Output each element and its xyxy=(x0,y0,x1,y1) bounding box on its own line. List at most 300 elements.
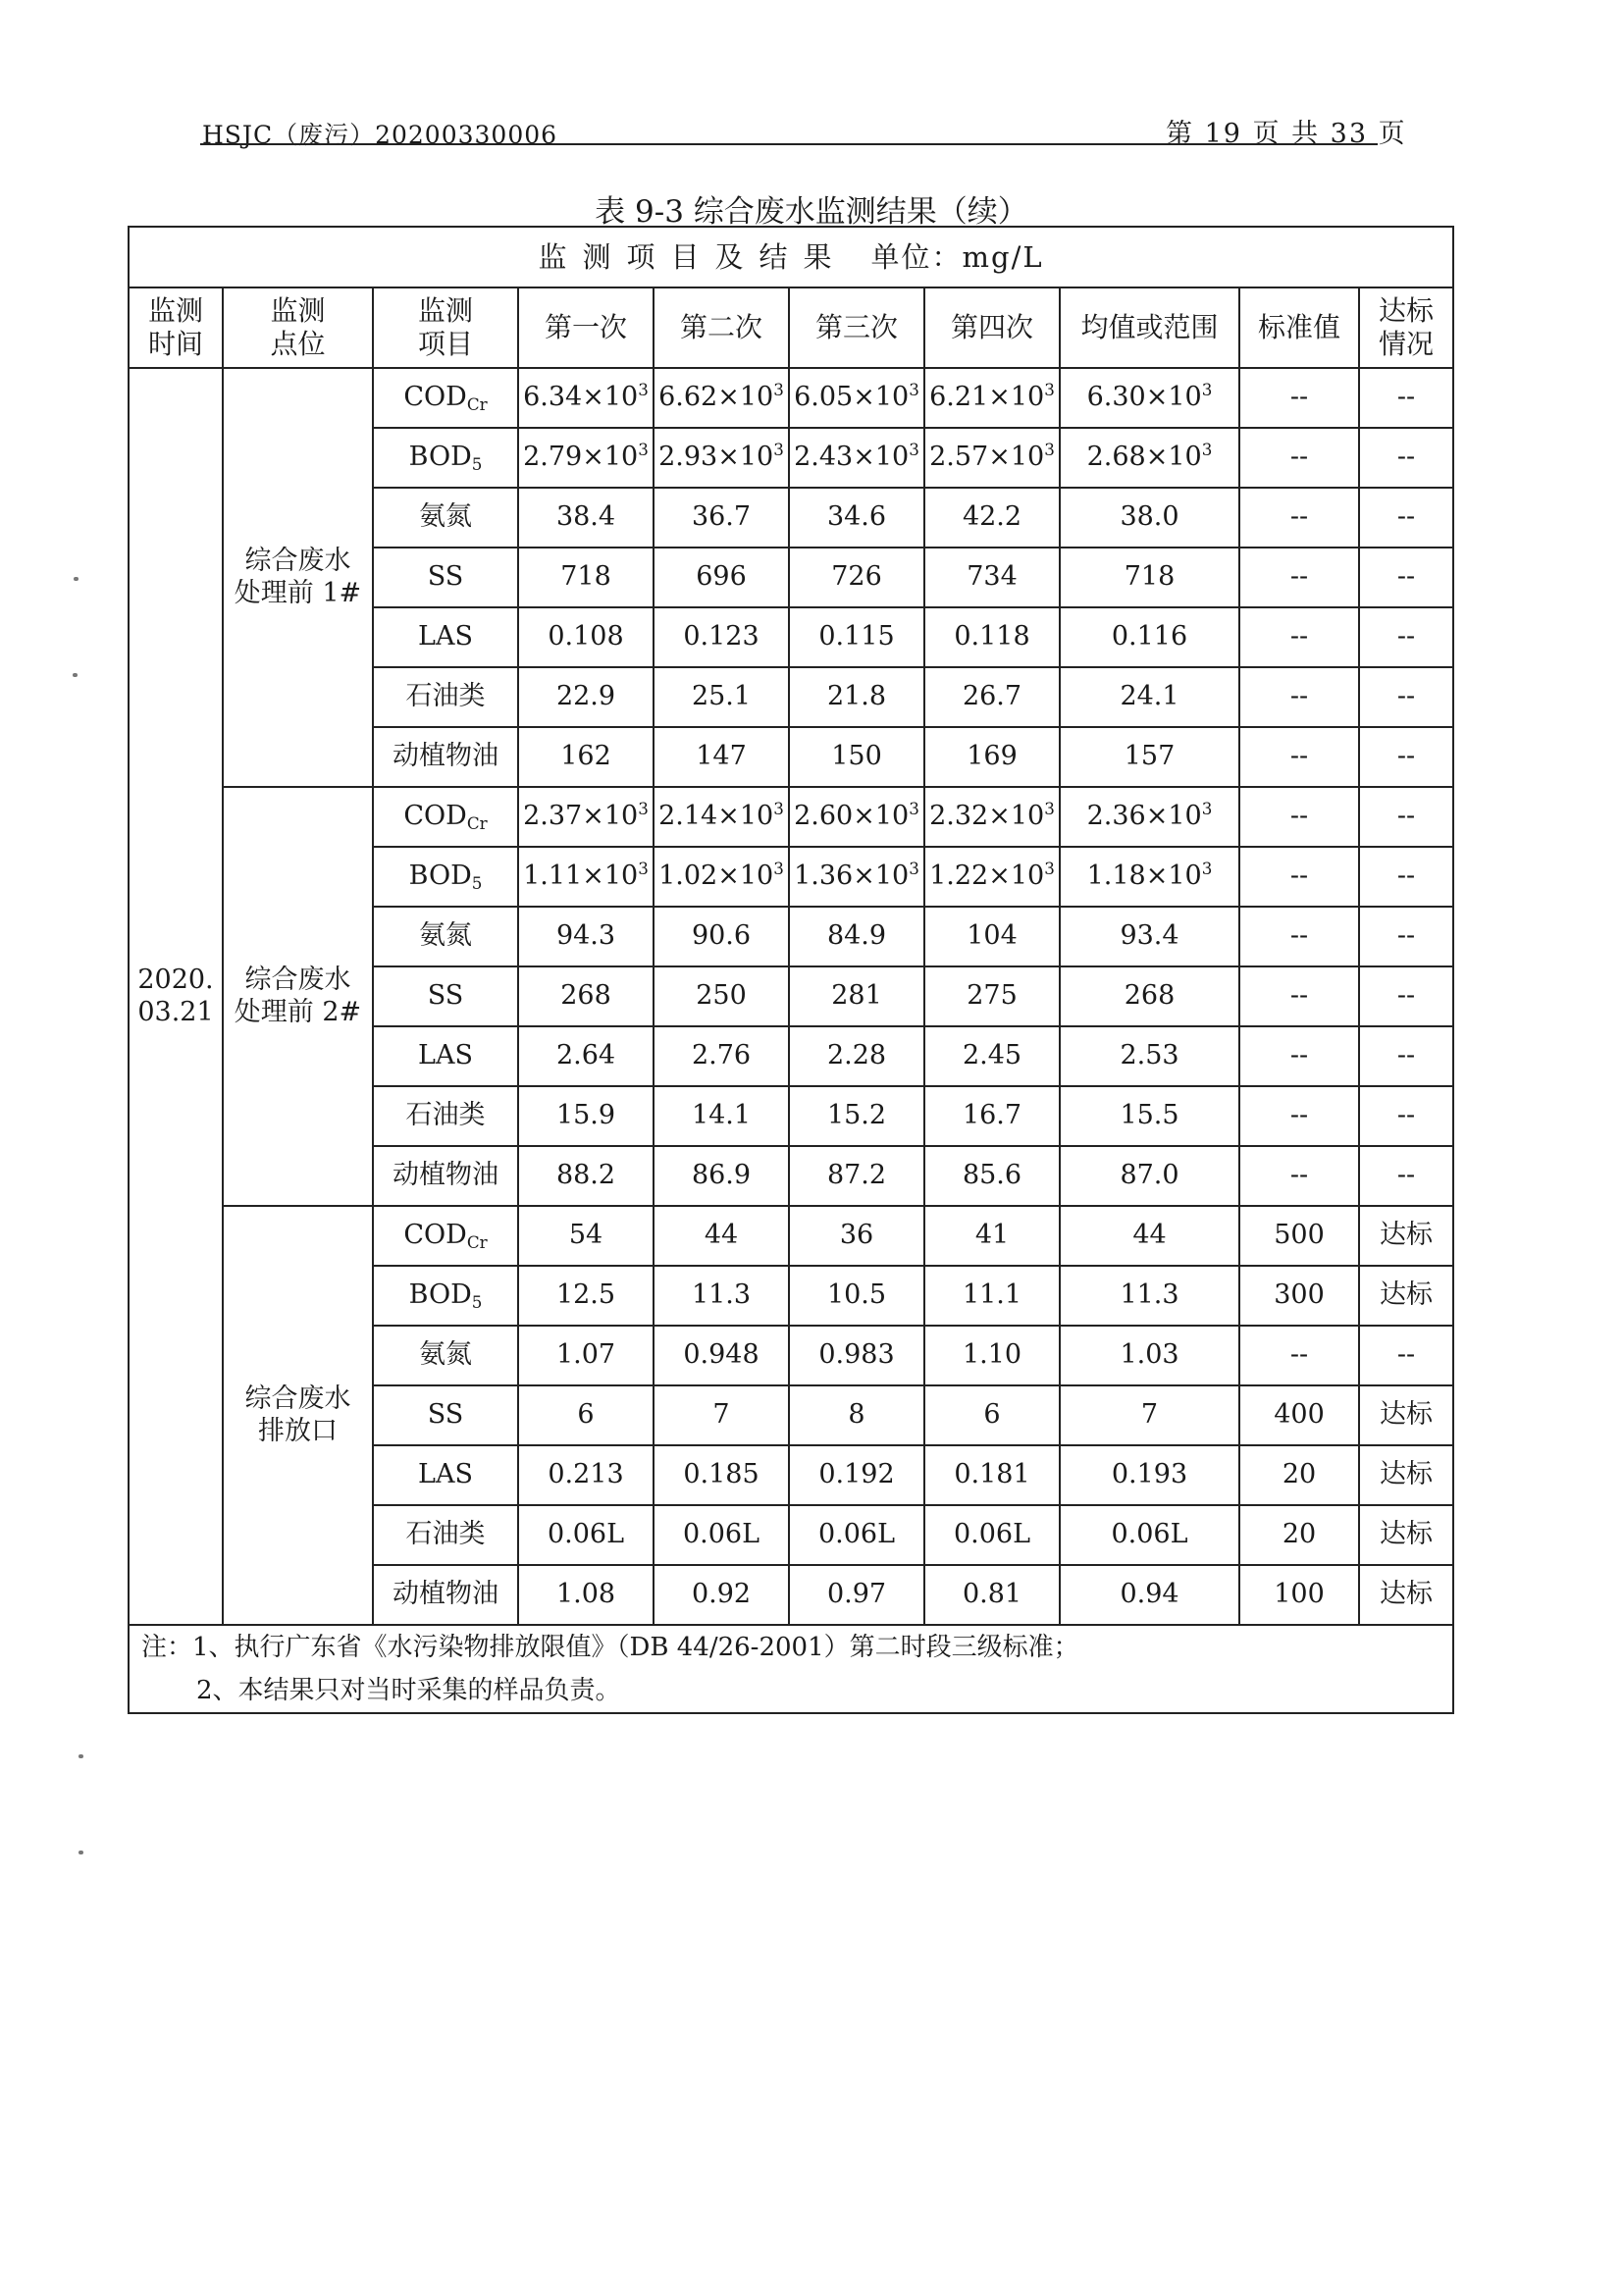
avg-cell xyxy=(1060,488,1239,548)
value-text: 150 xyxy=(831,741,882,772)
value-text: 2.28 xyxy=(826,1040,887,1071)
value-cell-r4 xyxy=(924,1326,1060,1385)
standard-cell: -- xyxy=(1239,847,1359,907)
value-exponent: 3 xyxy=(909,440,919,460)
value-exponent: 3 xyxy=(773,859,784,879)
value-cell-r4 xyxy=(924,1505,1060,1565)
standard-cell: 20 xyxy=(1239,1445,1359,1505)
value-text: 0.118 xyxy=(954,621,1030,652)
value-cell-r2 xyxy=(654,1565,789,1625)
value-text: 2.76 xyxy=(691,1040,752,1071)
standard-cell: -- xyxy=(1239,727,1359,787)
item-name: SS xyxy=(427,1399,464,1431)
value-cell-r4 xyxy=(924,787,1060,847)
value-text: 2.57×10 xyxy=(929,442,1045,473)
value-exponent: 3 xyxy=(638,799,649,819)
item-cell xyxy=(373,488,518,548)
value-cell-r1 xyxy=(518,368,654,428)
status-cell: -- xyxy=(1359,368,1453,428)
item-name: COD xyxy=(403,382,467,413)
value-text: 1.07 xyxy=(555,1339,616,1371)
value-cell-r3 xyxy=(789,1565,924,1625)
value-cell-r2 xyxy=(654,1206,789,1266)
value-cell-r3 xyxy=(789,1146,924,1206)
standard-cell: -- xyxy=(1239,1086,1359,1146)
value-text: 26.7 xyxy=(962,681,1022,712)
value-cell-r1 xyxy=(518,787,654,847)
value-text: 0.108 xyxy=(548,621,624,652)
avg-cell xyxy=(1060,1565,1239,1625)
value-cell-r3 xyxy=(789,907,924,966)
value-text: 268 xyxy=(1124,980,1176,1012)
avg-cell xyxy=(1060,787,1239,847)
value-text: 0.983 xyxy=(818,1339,895,1371)
value-text: 2.93×10 xyxy=(658,442,774,473)
avg-cell xyxy=(1060,1146,1239,1206)
value-text: 6 xyxy=(983,1399,1001,1431)
avg-cell xyxy=(1060,727,1239,787)
value-cell-r3 xyxy=(789,548,924,607)
value-text: 2.60×10 xyxy=(794,801,910,832)
col-header-r4: 第四次 xyxy=(924,287,1060,368)
value-exponent: 3 xyxy=(1201,799,1213,819)
value-text: 0.193 xyxy=(1111,1459,1188,1490)
avg-cell xyxy=(1060,966,1239,1026)
value-cell-r2 xyxy=(654,1146,789,1206)
status-cell: -- xyxy=(1359,966,1453,1026)
standard-cell: 500 xyxy=(1239,1206,1359,1266)
standard-cell: -- xyxy=(1239,1146,1359,1206)
value-exponent: 3 xyxy=(773,380,784,400)
unit-label: 单位：mg/L xyxy=(870,239,1044,274)
value-cell-r4 xyxy=(924,907,1060,966)
value-text: 1.10 xyxy=(962,1339,1022,1371)
value-cell-r3 xyxy=(789,428,924,488)
value-cell-r3 xyxy=(789,488,924,548)
item-cell xyxy=(373,1326,518,1385)
value-text: 93.4 xyxy=(1120,920,1179,952)
status-cell: -- xyxy=(1359,847,1453,907)
value-cell-r3 xyxy=(789,1086,924,1146)
status-cell: -- xyxy=(1359,907,1453,966)
item-cell xyxy=(373,607,518,667)
value-exponent: 3 xyxy=(1044,440,1055,460)
value-cell-r3 xyxy=(789,1026,924,1086)
value-text: 2.53 xyxy=(1120,1040,1179,1071)
value-text: 2.79×10 xyxy=(523,442,639,473)
value-text: 718 xyxy=(560,561,611,593)
value-cell-r3 xyxy=(789,966,924,1026)
item-cell xyxy=(373,1385,518,1445)
value-text: 21.8 xyxy=(826,681,887,712)
item-cell xyxy=(373,787,518,847)
item-name: LAS xyxy=(418,621,473,652)
item-cell xyxy=(373,1565,518,1625)
site-cell: 综合废水 处理前 1# xyxy=(223,368,373,787)
value-cell-r3 xyxy=(789,847,924,907)
standard-cell: -- xyxy=(1239,1326,1359,1385)
value-text: 718 xyxy=(1124,561,1176,593)
value-cell-r1 xyxy=(518,1146,654,1206)
status-cell: 达标 xyxy=(1359,1445,1453,1505)
value-cell-r2 xyxy=(654,727,789,787)
status-cell: 达标 xyxy=(1359,1565,1453,1625)
notes-row xyxy=(129,1625,1453,1713)
value-text: 1.36×10 xyxy=(794,861,910,892)
standard-cell: 300 xyxy=(1239,1266,1359,1326)
item-subscript: 5 xyxy=(471,873,483,894)
col-header-avg: 均值或范围 xyxy=(1060,287,1239,368)
value-text: 36.7 xyxy=(691,501,752,533)
value-cell-r3 xyxy=(789,1326,924,1385)
item-cell xyxy=(373,368,518,428)
value-text: 268 xyxy=(560,980,611,1012)
value-text: 1.08 xyxy=(555,1579,616,1610)
value-exponent: 3 xyxy=(909,859,919,879)
item-name: LAS xyxy=(418,1040,473,1071)
value-text: 85.6 xyxy=(962,1160,1022,1191)
col-header-site: 监测 点位 xyxy=(223,287,373,368)
value-cell-r2 xyxy=(654,1086,789,1146)
results-table xyxy=(128,226,1454,1714)
avg-cell xyxy=(1060,607,1239,667)
value-text: 22.9 xyxy=(555,681,616,712)
value-exponent: 3 xyxy=(638,859,649,879)
value-cell-r4 xyxy=(924,847,1060,907)
value-exponent: 3 xyxy=(773,440,784,460)
value-exponent: 3 xyxy=(1044,859,1055,879)
value-cell-r1 xyxy=(518,1026,654,1086)
item-name: COD xyxy=(403,1220,467,1251)
value-text: 0.185 xyxy=(683,1459,759,1490)
value-cell-r4 xyxy=(924,966,1060,1026)
value-text: 25.1 xyxy=(691,681,752,712)
value-text: 0.06L xyxy=(547,1519,625,1550)
value-text: 8 xyxy=(848,1399,865,1431)
value-exponent: 3 xyxy=(638,380,649,400)
value-cell-r4 xyxy=(924,548,1060,607)
item-cell xyxy=(373,1445,518,1505)
value-cell-r4 xyxy=(924,667,1060,727)
item-name: 石油类 xyxy=(405,681,486,712)
value-cell-r4 xyxy=(924,1266,1060,1326)
value-cell-r4 xyxy=(924,1026,1060,1086)
value-text: 15.2 xyxy=(826,1100,887,1131)
value-text: 11.3 xyxy=(1120,1279,1179,1311)
value-text: 169 xyxy=(967,741,1018,772)
status-cell: -- xyxy=(1359,787,1453,847)
value-text: 24.1 xyxy=(1120,681,1179,712)
value-text: 2.14×10 xyxy=(658,801,774,832)
standard-cell: -- xyxy=(1239,488,1359,548)
value-text: 0.06L xyxy=(953,1519,1031,1550)
item-subscript: Cr xyxy=(466,1232,488,1253)
value-text: 1.03 xyxy=(1120,1339,1179,1371)
value-text: 87.0 xyxy=(1120,1160,1179,1191)
value-cell-r4 xyxy=(924,1385,1060,1445)
value-text: 275 xyxy=(967,980,1018,1012)
value-text: 726 xyxy=(831,561,882,593)
col-header-time: 监测 时间 xyxy=(129,287,223,368)
value-cell-r3 xyxy=(789,787,924,847)
value-cell-r1 xyxy=(518,667,654,727)
standard-cell: -- xyxy=(1239,607,1359,667)
value-text: 41 xyxy=(974,1220,1010,1251)
value-text: 0.81 xyxy=(962,1579,1022,1610)
value-cell-r2 xyxy=(654,667,789,727)
status-cell: 达标 xyxy=(1359,1505,1453,1565)
item-name: 动植物油 xyxy=(393,741,498,772)
item-cell xyxy=(373,847,518,907)
value-text: 6.62×10 xyxy=(658,382,774,413)
table-title: 表 9-3 综合废水监测结果（续） xyxy=(595,194,1028,230)
site-cell: 综合废水 排放口 xyxy=(223,1206,373,1625)
item-name: 氨氮 xyxy=(419,920,472,952)
avg-cell xyxy=(1060,368,1239,428)
value-text: 0.181 xyxy=(954,1459,1030,1490)
value-cell-r4 xyxy=(924,1445,1060,1505)
value-cell-r3 xyxy=(789,1206,924,1266)
standard-cell: 20 xyxy=(1239,1505,1359,1565)
col-header-item: 监测 项目 xyxy=(373,287,518,368)
value-text: 34.6 xyxy=(826,501,887,533)
standard-cell: -- xyxy=(1239,907,1359,966)
value-text: 10.5 xyxy=(826,1279,887,1311)
item-name: BOD xyxy=(408,1279,472,1311)
item-cell xyxy=(373,907,518,966)
value-text: 1.18×10 xyxy=(1086,861,1202,892)
value-cell-r1 xyxy=(518,1505,654,1565)
avg-cell xyxy=(1060,548,1239,607)
value-cell-r1 xyxy=(518,1266,654,1326)
avg-cell xyxy=(1060,667,1239,727)
value-cell-r1 xyxy=(518,488,654,548)
standard-cell: -- xyxy=(1239,966,1359,1026)
avg-cell xyxy=(1060,428,1239,488)
status-cell: 达标 xyxy=(1359,1206,1453,1266)
value-text: 0.948 xyxy=(683,1339,759,1371)
status-cell: 达标 xyxy=(1359,1385,1453,1445)
item-cell xyxy=(373,966,518,1026)
value-text: 44 xyxy=(1132,1220,1167,1251)
value-text: 0.06L xyxy=(1111,1519,1188,1550)
col-header-r3: 第三次 xyxy=(789,287,924,368)
avg-cell xyxy=(1060,1206,1239,1266)
item-name: 动植物油 xyxy=(393,1160,498,1191)
col-header-std: 标准值 xyxy=(1239,287,1359,368)
value-cell-r3 xyxy=(789,1266,924,1326)
value-cell-r4 xyxy=(924,428,1060,488)
standard-cell: -- xyxy=(1239,787,1359,847)
value-cell-r3 xyxy=(789,1505,924,1565)
value-cell-r2 xyxy=(654,1026,789,1086)
value-text: 1.11×10 xyxy=(523,861,639,892)
value-cell-r1 xyxy=(518,548,654,607)
value-cell-r1 xyxy=(518,966,654,1026)
value-text: 2.43×10 xyxy=(794,442,910,473)
avg-cell xyxy=(1060,1326,1239,1385)
value-text: 11.3 xyxy=(691,1279,752,1311)
value-cell-r1 xyxy=(518,1565,654,1625)
value-cell-r2 xyxy=(654,607,789,667)
value-exponent: 3 xyxy=(909,799,919,819)
value-text: 6 xyxy=(577,1399,595,1431)
value-text: 1.22×10 xyxy=(929,861,1045,892)
value-cell-r2 xyxy=(654,488,789,548)
value-text: 6.34×10 xyxy=(523,382,639,413)
scan-speck xyxy=(79,1851,83,1854)
value-text: 87.2 xyxy=(826,1160,887,1191)
value-cell-r3 xyxy=(789,1385,924,1445)
value-cell-r2 xyxy=(654,428,789,488)
value-text: 94.3 xyxy=(555,920,616,952)
value-text: 0.192 xyxy=(818,1459,895,1490)
banner-row xyxy=(129,227,1453,287)
value-cell-r2 xyxy=(654,1326,789,1385)
item-cell xyxy=(373,1505,518,1565)
header-rule xyxy=(200,143,1378,145)
value-text: 2.68×10 xyxy=(1086,442,1202,473)
item-cell xyxy=(373,428,518,488)
value-text: 11.1 xyxy=(962,1279,1022,1311)
item-name: 氨氮 xyxy=(419,501,472,533)
table-row xyxy=(129,787,1453,847)
value-cell-r1 xyxy=(518,607,654,667)
item-name: 石油类 xyxy=(405,1519,486,1550)
item-name: 石油类 xyxy=(405,1100,486,1131)
value-text: 281 xyxy=(831,980,882,1012)
value-cell-r1 xyxy=(518,727,654,787)
item-name: 氨氮 xyxy=(419,1339,472,1371)
status-cell: -- xyxy=(1359,607,1453,667)
status-cell: -- xyxy=(1359,1026,1453,1086)
value-cell-r2 xyxy=(654,907,789,966)
value-text: 7 xyxy=(1140,1399,1159,1431)
value-exponent: 3 xyxy=(1044,799,1055,819)
table-row xyxy=(129,368,1453,428)
value-text: 696 xyxy=(696,561,747,593)
standard-cell: 400 xyxy=(1239,1385,1359,1445)
value-cell-r4 xyxy=(924,488,1060,548)
value-text: 0.92 xyxy=(691,1579,752,1610)
value-text: 734 xyxy=(967,561,1018,593)
scan-speck xyxy=(73,673,78,677)
value-text: 2.32×10 xyxy=(929,801,1045,832)
value-cell-r1 xyxy=(518,428,654,488)
item-subscript: 5 xyxy=(471,1292,483,1313)
item-name: 动植物油 xyxy=(393,1579,498,1610)
standard-cell: -- xyxy=(1239,1026,1359,1086)
value-cell-r3 xyxy=(789,1445,924,1505)
value-cell-r4 xyxy=(924,727,1060,787)
item-cell xyxy=(373,1146,518,1206)
item-cell xyxy=(373,1086,518,1146)
value-exponent: 3 xyxy=(1201,440,1213,460)
value-cell-r4 xyxy=(924,1146,1060,1206)
value-cell-r4 xyxy=(924,1565,1060,1625)
note-line-1: 注：1、执行广东省《水污染物排放限值》（DB 44/26-2001）第二时段三级标准； xyxy=(141,1633,1079,1662)
value-cell-r3 xyxy=(789,607,924,667)
avg-cell xyxy=(1060,847,1239,907)
value-text: 2.45 xyxy=(962,1040,1022,1071)
value-text: 90.6 xyxy=(691,920,752,952)
value-text: 6.05×10 xyxy=(794,382,910,413)
status-cell: -- xyxy=(1359,1146,1453,1206)
col-header-r2: 第二次 xyxy=(654,287,789,368)
banner-cell xyxy=(129,227,1453,287)
item-cell xyxy=(373,727,518,787)
value-text: 2.64 xyxy=(555,1040,616,1071)
item-name: BOD xyxy=(408,861,472,892)
value-cell-r4 xyxy=(924,1206,1060,1266)
value-text: 15.5 xyxy=(1120,1100,1179,1131)
value-text: 157 xyxy=(1124,741,1176,772)
item-subscript: Cr xyxy=(466,813,488,834)
avg-cell xyxy=(1060,1086,1239,1146)
item-subscript: 5 xyxy=(471,454,483,475)
status-cell: -- xyxy=(1359,1086,1453,1146)
item-cell xyxy=(373,1206,518,1266)
value-cell-r1 xyxy=(518,1206,654,1266)
value-text: 0.94 xyxy=(1120,1579,1179,1610)
value-cell-r3 xyxy=(789,727,924,787)
value-cell-r3 xyxy=(789,667,924,727)
standard-cell: -- xyxy=(1239,548,1359,607)
value-text: 86.9 xyxy=(691,1160,752,1191)
value-cell-r2 xyxy=(654,966,789,1026)
col-header-status: 达标 情况 xyxy=(1359,287,1453,368)
item-name: SS xyxy=(427,980,464,1012)
site-cell: 综合废水 处理前 2# xyxy=(223,787,373,1206)
value-exponent: 3 xyxy=(1201,380,1213,400)
value-text: 0.115 xyxy=(818,621,895,652)
value-text: 54 xyxy=(568,1220,603,1251)
value-exponent: 3 xyxy=(1044,380,1055,400)
value-text: 88.2 xyxy=(555,1160,616,1191)
value-cell-r2 xyxy=(654,847,789,907)
value-cell-r2 xyxy=(654,1266,789,1326)
value-cell-r2 xyxy=(654,368,789,428)
item-name: LAS xyxy=(418,1459,473,1490)
standard-cell: -- xyxy=(1239,667,1359,727)
item-name: COD xyxy=(403,801,467,832)
value-cell-r1 xyxy=(518,1445,654,1505)
value-cell-r4 xyxy=(924,607,1060,667)
value-text: 36 xyxy=(839,1220,874,1251)
value-exponent: 3 xyxy=(638,440,649,460)
value-text: 15.9 xyxy=(555,1100,616,1131)
value-text: 44 xyxy=(704,1220,739,1251)
status-cell: -- xyxy=(1359,548,1453,607)
avg-cell xyxy=(1060,1445,1239,1505)
banner-label: 监测项目及结果 xyxy=(538,239,848,274)
status-cell: -- xyxy=(1359,727,1453,787)
value-cell-r1 xyxy=(518,1326,654,1385)
value-text: 38.0 xyxy=(1120,501,1179,533)
table-row xyxy=(129,1206,1453,1266)
value-text: 162 xyxy=(560,741,611,772)
value-exponent: 3 xyxy=(773,799,784,819)
value-cell-r2 xyxy=(654,548,789,607)
standard-cell: -- xyxy=(1239,368,1359,428)
item-cell xyxy=(373,1026,518,1086)
date-cell: 2020. 03.21 xyxy=(129,368,223,1625)
value-cell-r1 xyxy=(518,1086,654,1146)
value-cell-r1 xyxy=(518,847,654,907)
value-text: 6.21×10 xyxy=(929,382,1045,413)
report-number: HSJC（废污）20200330006 xyxy=(202,121,558,149)
item-name: SS xyxy=(427,561,464,593)
